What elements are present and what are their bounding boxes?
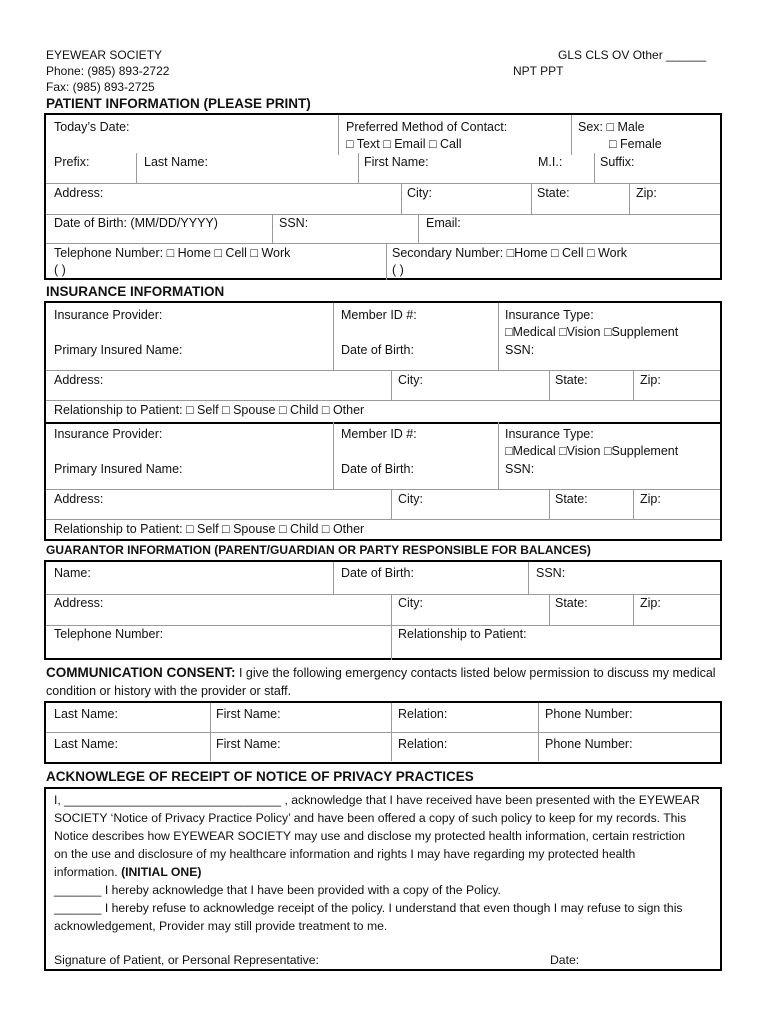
contact1-phone[interactable]: Phone Number: (545, 707, 633, 721)
insured-city-field[interactable]: City: (398, 373, 423, 387)
contact2-relation[interactable]: Relation: (398, 737, 448, 751)
secondary-relationship-field[interactable]: Relationship to Patient: □ Self □ Spouse □ Child □ Other (54, 522, 365, 536)
consent-statement (46, 664, 716, 682)
zip-field[interactable]: Zip: (636, 186, 657, 200)
refuse-option-continued: acknowledgement, Provider may still provide treatment to me. (54, 919, 388, 933)
guarantor-state-field[interactable]: State: (555, 596, 588, 610)
secondary-insured-address-field[interactable]: Address: (54, 492, 104, 506)
privacy-acknowledgement-box (44, 787, 722, 971)
secondary-number-field[interactable]: Secondary Number: □Home □ Cell □ Work (392, 246, 627, 260)
privacy-line-5 (54, 864, 201, 881)
secondary-insured-dob-field[interactable]: Date of Birth: (341, 462, 414, 476)
refuse-option[interactable]: _______ I hereby refuse to acknowledge receipt of the policy. I understand that even though I may refuse to sign this (54, 901, 683, 915)
insurance-type-options[interactable]: □Medical □Vision □Supplement (505, 325, 679, 339)
signature-date-field[interactable]: Date: (550, 953, 580, 967)
secondary-insurance-provider-field[interactable]: Insurance Provider: (54, 427, 163, 441)
guarantor-dob-field[interactable]: Date of Birth: (341, 566, 414, 580)
insurance-section-title: INSURANCE INFORMATION (46, 284, 225, 299)
last-name-field[interactable]: Last Name: (144, 155, 208, 169)
telephone-field[interactable]: Telephone Number: □ Home □ Cell □ Work (54, 246, 291, 260)
secondary-insured-city-field[interactable]: City: (398, 492, 423, 506)
secondary-member-id-field[interactable]: Member ID #: (341, 427, 417, 441)
insured-state-field[interactable]: State: (555, 373, 588, 387)
insured-zip-field[interactable]: Zip: (640, 373, 661, 387)
secondary-insured-state-field[interactable]: State: (555, 492, 588, 506)
email-field[interactable]: Email: (426, 216, 461, 230)
contact-method-options[interactable]: □ Text □ Email □ Call (346, 137, 462, 151)
address-field[interactable]: Address: (54, 186, 104, 200)
guarantor-city-field[interactable]: City: (398, 596, 423, 610)
insurance-info-box (44, 301, 722, 541)
company-name: EYEWEAR SOCIETY (46, 48, 163, 62)
insurance-type-label: Insurance Type: (505, 308, 594, 322)
guarantor-zip-field[interactable]: Zip: (640, 596, 661, 610)
company-fax: Fax: (985) 893-2725 (46, 80, 155, 94)
consent-text-2: condition or history with the provider or staff. (46, 684, 292, 698)
secondary-primary-insured-field[interactable]: Primary Insured Name: (54, 462, 183, 476)
telephone-area-code[interactable]: ( ) (54, 263, 66, 277)
patient-section-title: PATIENT INFORMATION (PLEASE PRINT) (46, 96, 311, 111)
contact2-phone[interactable]: Phone Number: (545, 737, 633, 751)
consent-text-1: I give the following emergency contacts listed below permission to discuss my medical (235, 666, 716, 680)
primary-insured-field[interactable]: Primary Insured Name: (54, 343, 183, 357)
privacy-line-1: I, ________________________________ , acknowledge that I have received have been presented with the EYEWEAR (54, 793, 700, 807)
consent-title: COMMUNICATION CONSENT: (46, 665, 236, 680)
privacy-line-3: Notice describes how EYEWEAR SOCIETY may use and disclose my protected health information, certain restriction (54, 829, 686, 843)
state-field[interactable]: State: (537, 186, 570, 200)
ssn-field[interactable]: SSN: (279, 216, 309, 230)
patient-info-box (44, 113, 722, 280)
guarantor-ssn-field[interactable]: SSN: (536, 566, 566, 580)
guarantor-relationship-field[interactable]: Relationship to Patient: (398, 627, 527, 641)
privacy-information-text: information. (54, 865, 122, 879)
first-name-field[interactable]: First Name: (364, 155, 429, 169)
contact1-first-name[interactable]: First Name: (216, 707, 281, 721)
office-codes-2: NPT PPT (513, 64, 564, 78)
insured-ssn-field[interactable]: SSN: (505, 343, 535, 357)
privacy-line-4: on the use and disclosure of my healthcare information and rights I may have regarding my protected health (54, 847, 636, 861)
guarantor-section-title: GUARANTOR INFORMATION (PARENT/GUARDIAN OR PARTY RESPONSIBLE FOR BALANCES) (46, 543, 591, 557)
guarantor-telephone-field[interactable]: Telephone Number: (54, 627, 164, 641)
city-field[interactable]: City: (407, 186, 432, 200)
sex-male-option[interactable]: Sex: □ Male (578, 120, 645, 134)
relationship-to-patient-field[interactable]: Relationship to Patient: □ Self □ Spouse □ Child □ Other (54, 403, 365, 417)
secondary-insured-ssn-field[interactable]: SSN: (505, 462, 535, 476)
contact1-last-name[interactable]: Last Name: (54, 707, 118, 721)
emergency-contacts-box (44, 701, 722, 764)
privacy-section-title: ACKNOWLEGE OF RECEIPT OF NOTICE OF PRIVACY PRACTICES (46, 769, 474, 784)
signature-field[interactable]: Signature of Patient, or Personal Representative: (54, 953, 319, 967)
privacy-line-2: SOCIETY ‘Notice of Privacy Practice Policy’ and have been offered a copy of such policy to keep for my records. This (54, 811, 687, 825)
secondary-insurance-type-options[interactable]: □Medical □Vision □Supplement (505, 444, 679, 458)
contact-method-label: Preferred Method of Contact: (346, 120, 508, 134)
suffix-field[interactable]: Suffix: (600, 155, 635, 169)
secondary-insured-zip-field[interactable]: Zip: (640, 492, 661, 506)
office-codes: GLS CLS OV Other ______ (558, 48, 707, 62)
prefix-field[interactable]: Prefix: (54, 155, 90, 169)
sex-female-option[interactable]: □ Female (609, 137, 662, 151)
guarantor-address-field[interactable]: Address: (54, 596, 104, 610)
guarantor-info-box (44, 560, 722, 660)
contact1-relation[interactable]: Relation: (398, 707, 448, 721)
contact2-last-name[interactable]: Last Name: (54, 737, 118, 751)
company-phone: Phone: (985) 893-2722 (46, 64, 170, 78)
acknowledge-option[interactable]: _______ I hereby acknowledge that I have been provided with a copy of the Policy. (54, 883, 501, 897)
insurance-provider-field[interactable]: Insurance Provider: (54, 308, 163, 322)
secondary-area-code[interactable]: ( ) (392, 263, 404, 277)
insured-address-field[interactable]: Address: (54, 373, 104, 387)
contact2-first-name[interactable]: First Name: (216, 737, 281, 751)
middle-initial-field[interactable]: M.I.: (538, 155, 563, 169)
insured-dob-field[interactable]: Date of Birth: (341, 343, 414, 357)
member-id-field[interactable]: Member ID #: (341, 308, 417, 322)
dob-field[interactable]: Date of Birth: (MM/DD/YYYY) (54, 216, 218, 230)
todays-date-field[interactable]: Today’s Date: (54, 120, 130, 134)
initial-one-label: (INITIAL ONE) (121, 865, 202, 879)
secondary-insurance-type-label: Insurance Type: (505, 427, 594, 441)
guarantor-name-field[interactable]: Name: (54, 566, 91, 580)
